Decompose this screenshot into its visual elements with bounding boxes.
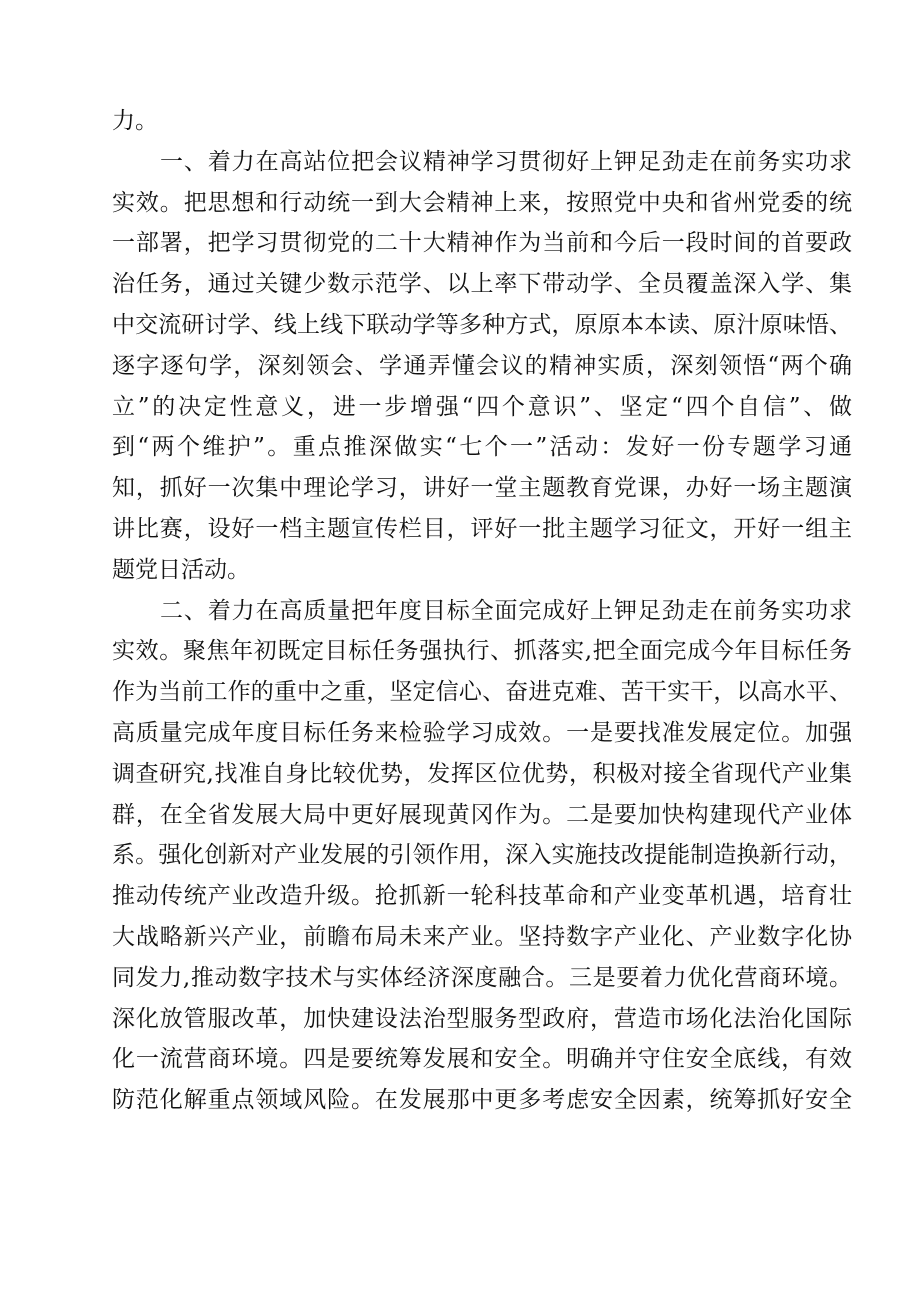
text-line: 到“两个维护”。重点推深做实“七个一”活动：发好一份专题学习通 bbox=[112, 434, 852, 461]
text-line: 同发力,推动数字技术与实体经济深度融合。三是要着力优化营商环境。 bbox=[112, 964, 852, 991]
text-line: 作为当前工作的重中之重，坚定信心、奋进克难、苦干实干，以高水平、 bbox=[112, 679, 852, 706]
text-line: 中交流研讨学、线上线下联动学等多种方式，原原本本读、原汁原味悟、 bbox=[112, 311, 852, 338]
text-line: 治任务，通过关键少数示范学、以上率下带动学、全员覆盖深入学、集 bbox=[112, 271, 852, 298]
text-line: 防范化解重点领域风险。在发展那中更多考虑安全因素，统筹抓好安全 bbox=[112, 1087, 852, 1114]
text-line: 大战略新兴产业，前瞻布局未来产业。坚持数字产业化、产业数字化协 bbox=[112, 923, 852, 950]
text-line: 逐字逐句学，深刻领会、学通弄懂会议的精神实质，深刻领悟“两个确 bbox=[112, 352, 852, 379]
paragraph-heading-line: 一、着力在高站位把会议精神学习贯彻好上钾足劲走在前务实功求 bbox=[160, 148, 852, 175]
text-line: 群，在全省发展大局中更好展现黄冈作为。二是要加快构建现代产业体 bbox=[112, 801, 852, 828]
text-line: 知，抓好一次集中理论学习，讲好一堂主题教育党课，办好一场主题演 bbox=[112, 475, 852, 502]
paragraph-heading-line: 二、着力在高质量把年度目标全面完成好上钾足劲走在前务实功求 bbox=[160, 597, 852, 624]
text-line: 深化放管服改革，加快建设法治型服务型政府，营造市场化法治化国际 bbox=[112, 1005, 852, 1032]
text-line: 立”的决定性意义，进一步增强“四个意识”、坚定“四个自信”、做 bbox=[112, 393, 852, 420]
text-line: 调查研究,找准自身比较优势，发挥区位优势，积极对接全省现代产业集 bbox=[112, 760, 852, 787]
text-line: 力。 bbox=[112, 108, 158, 134]
text-line: 实效。把思想和行动统一到大会精神上来，按照党中央和省州党委的统 bbox=[112, 189, 852, 216]
text-line: 推动传统产业改造升级。抢抓新一轮科技革命和产业变革机遇，培育壮 bbox=[112, 883, 852, 910]
text-line: 系。强化创新对产业发展的引领作用，深入实施技改提能制造换新行动， bbox=[112, 842, 852, 869]
text-line: 高质量完成年度目标任务来检验学习成效。一是要找准发展定位。加强 bbox=[112, 719, 852, 746]
text-line: 实效。聚焦年初既定目标任务强执行、抓落实,把全面完成今年目标任务 bbox=[112, 638, 852, 665]
text-line: 一部署，把学习贯彻党的二十大精神作为当前和今后一段时间的首要政 bbox=[112, 230, 852, 257]
text-line: 讲比赛，设好一档主题宣传栏目，评好一批主题学习征文，开好一组主 bbox=[112, 515, 852, 542]
document-body bbox=[112, 101, 852, 1121]
text-line: 化一流营商环境。四是要统筹发展和安全。明确并守住安全底线，有效 bbox=[112, 1046, 852, 1073]
text-line: 题党日活动。 bbox=[112, 556, 250, 583]
